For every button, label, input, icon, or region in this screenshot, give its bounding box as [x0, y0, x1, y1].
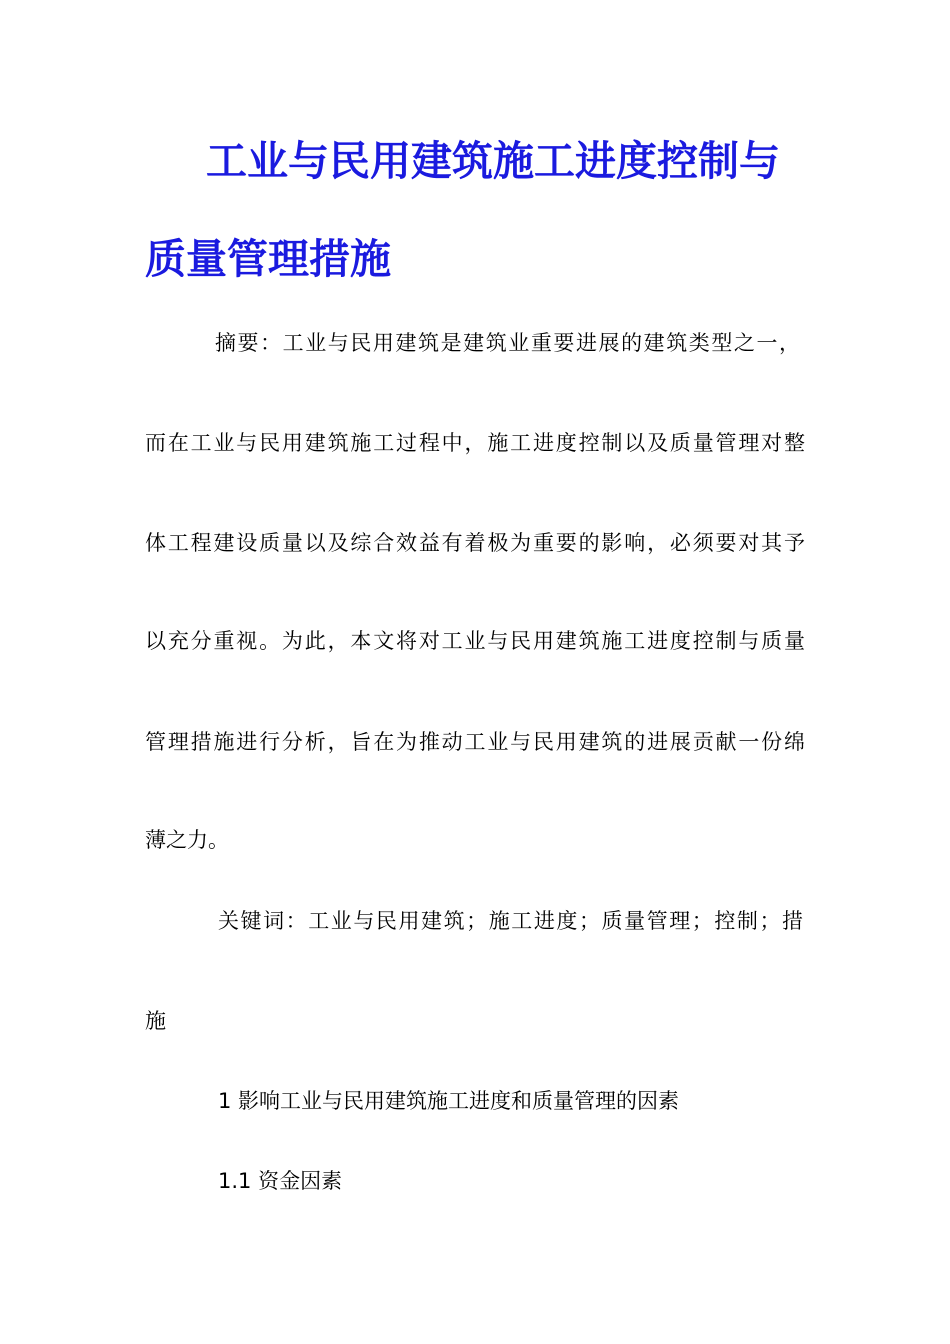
abstract-line-1: 摘要：工业与民用建筑是建筑业重要进展的建筑类型之一， [215, 331, 800, 355]
abstract-line-2: 而在工业与民用建筑施工过程中，施工进度控制以及质量管理对整 [145, 431, 805, 455]
abstract-line-5: 管理措施进行分析，旨在为推动工业与民用建筑的进展贡献一份绵 [145, 730, 805, 754]
keywords-line-2: 施 [145, 1009, 166, 1033]
section-heading-1-1: 1.1 资金因素 [218, 1169, 343, 1193]
document-title-line-2: 质量管理措施 [145, 235, 391, 283]
abstract-line-6: 薄之力。 [145, 828, 229, 852]
document-title-line-1: 工业与民用建筑施工进度控制与 [206, 137, 780, 185]
keywords-line-1: 关键词：工业与民用建筑；施工进度；质量管理；控制；措 [218, 909, 803, 933]
section-heading-1: 1 影响工业与民用建筑施工进度和质量管理的因素 [218, 1089, 680, 1113]
abstract-line-4: 以充分重视。为此，本文将对工业与民用建筑施工进度控制与质量 [145, 629, 805, 653]
abstract-line-3: 体工程建设质量以及综合效益有着极为重要的影响，必须要对其予 [145, 531, 805, 555]
